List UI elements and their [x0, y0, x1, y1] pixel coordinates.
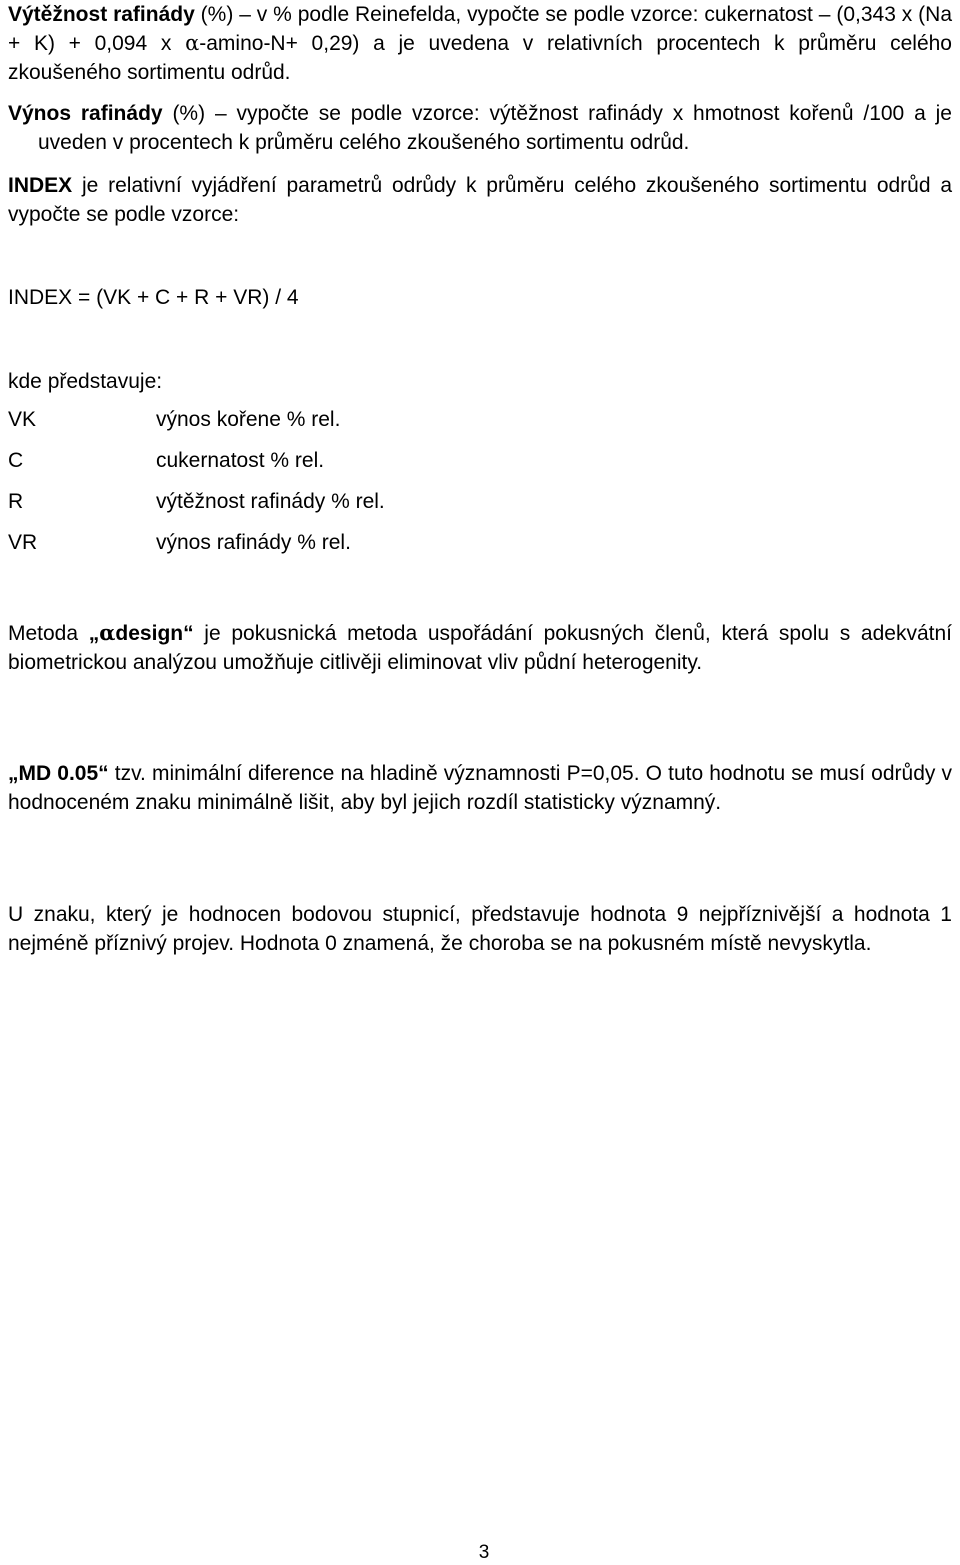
paragraph-text: tzv. minimální diference na hladině významnosti P=0,05. O tuto hodnotu se musí odrůdy v hodnoceném znaku minimálně lišit, aby byl jejich rozdíl statisticky významný.: [8, 762, 952, 814]
definition-row: [8, 446, 608, 487]
term-md: [8, 762, 109, 785]
definition-row: [8, 487, 608, 528]
definition-desc: výtěžnost rafinády % rel.: [156, 490, 385, 513]
term-raffinate-yield-percent: Výtěžnost rafinády: [8, 3, 195, 26]
page-number: 3: [478, 1542, 490, 1563]
definition-desc: výnos rafinády % rel.: [156, 531, 351, 554]
paragraph-alpha-design: [8, 618, 952, 677]
quote-mark: „: [8, 762, 19, 785]
term-text: MD 0.05: [18, 762, 99, 785]
term-index: INDEX: [8, 174, 73, 197]
definition-abbr: C: [8, 449, 24, 472]
paragraph-text: (%) – v % podle Reinefelda, vypočte se podle vzorce: cukernatost – (0,343 x (Na + K) + 0,094 x: [8, 3, 953, 55]
definition-desc: cukernatost % rel.: [156, 449, 325, 472]
definition-row: [8, 405, 608, 446]
alpha-symbol: α: [185, 31, 200, 55]
definition-abbr: VK: [8, 408, 37, 431]
definition-abbr: VR: [8, 531, 38, 554]
paragraph-index: [8, 171, 952, 229]
paragraph-text: (%) – vypočte se podle vzorce: výtěžnost rafinády x hmotnost kořenů /100 a je uveden v procentech k průměru celého zkoušeného sortimentu odrůd.: [38, 102, 952, 154]
paragraph-score-scale: U znaku, který je hodnocen bodovou stupnicí, představuje hodnota 9 nejpříznivější a hodnota 1 nejméně příznivý projev. Hodnota 0 znamená, že choroba se na pokusném místě nevyskytla.: [8, 903, 952, 955]
definitions-intro: kde představuje:: [8, 370, 163, 393]
definition-desc: výnos kořene % rel.: [156, 408, 341, 431]
paragraph-text: je relativní vyjádření parametrů odrůdy k průměru celého zkoušeného sortimentu odrůd a vypočte se podle vzorce:: [8, 174, 952, 226]
paragraph-md: [8, 759, 952, 817]
term-text: design: [115, 622, 184, 645]
quote-mark: “: [98, 762, 109, 785]
definition-row: [8, 528, 608, 569]
definition-abbr: R: [8, 490, 24, 513]
term-alpha-design: [89, 622, 194, 645]
quote-mark: “: [183, 622, 194, 645]
term-raffinate-yield: Výnos rafinády: [8, 102, 163, 125]
definitions-list: [8, 405, 608, 569]
index-formula: INDEX = (VK + C + R + VR) / 4: [8, 286, 299, 309]
paragraph-text: je pokusnická metoda uspořádání pokusných členů, která spolu s adekvátní biometrickou analýzou umožňuje citlivěji eliminovat vliv půdní heterogenity.: [8, 622, 952, 674]
paragraph-text: Metoda: [8, 622, 89, 645]
alpha-symbol: α: [99, 620, 116, 645]
paragraph-raffinate-yield: [8, 99, 952, 157]
quote-mark: „: [88, 622, 100, 645]
paragraph-text: -amino-N+ 0,29) a je uvedena v relativních procentech k průměru celého zkoušeného sortimentu odrůd.: [8, 32, 952, 84]
paragraph-raffinate-yield-percent: [8, 0, 952, 87]
